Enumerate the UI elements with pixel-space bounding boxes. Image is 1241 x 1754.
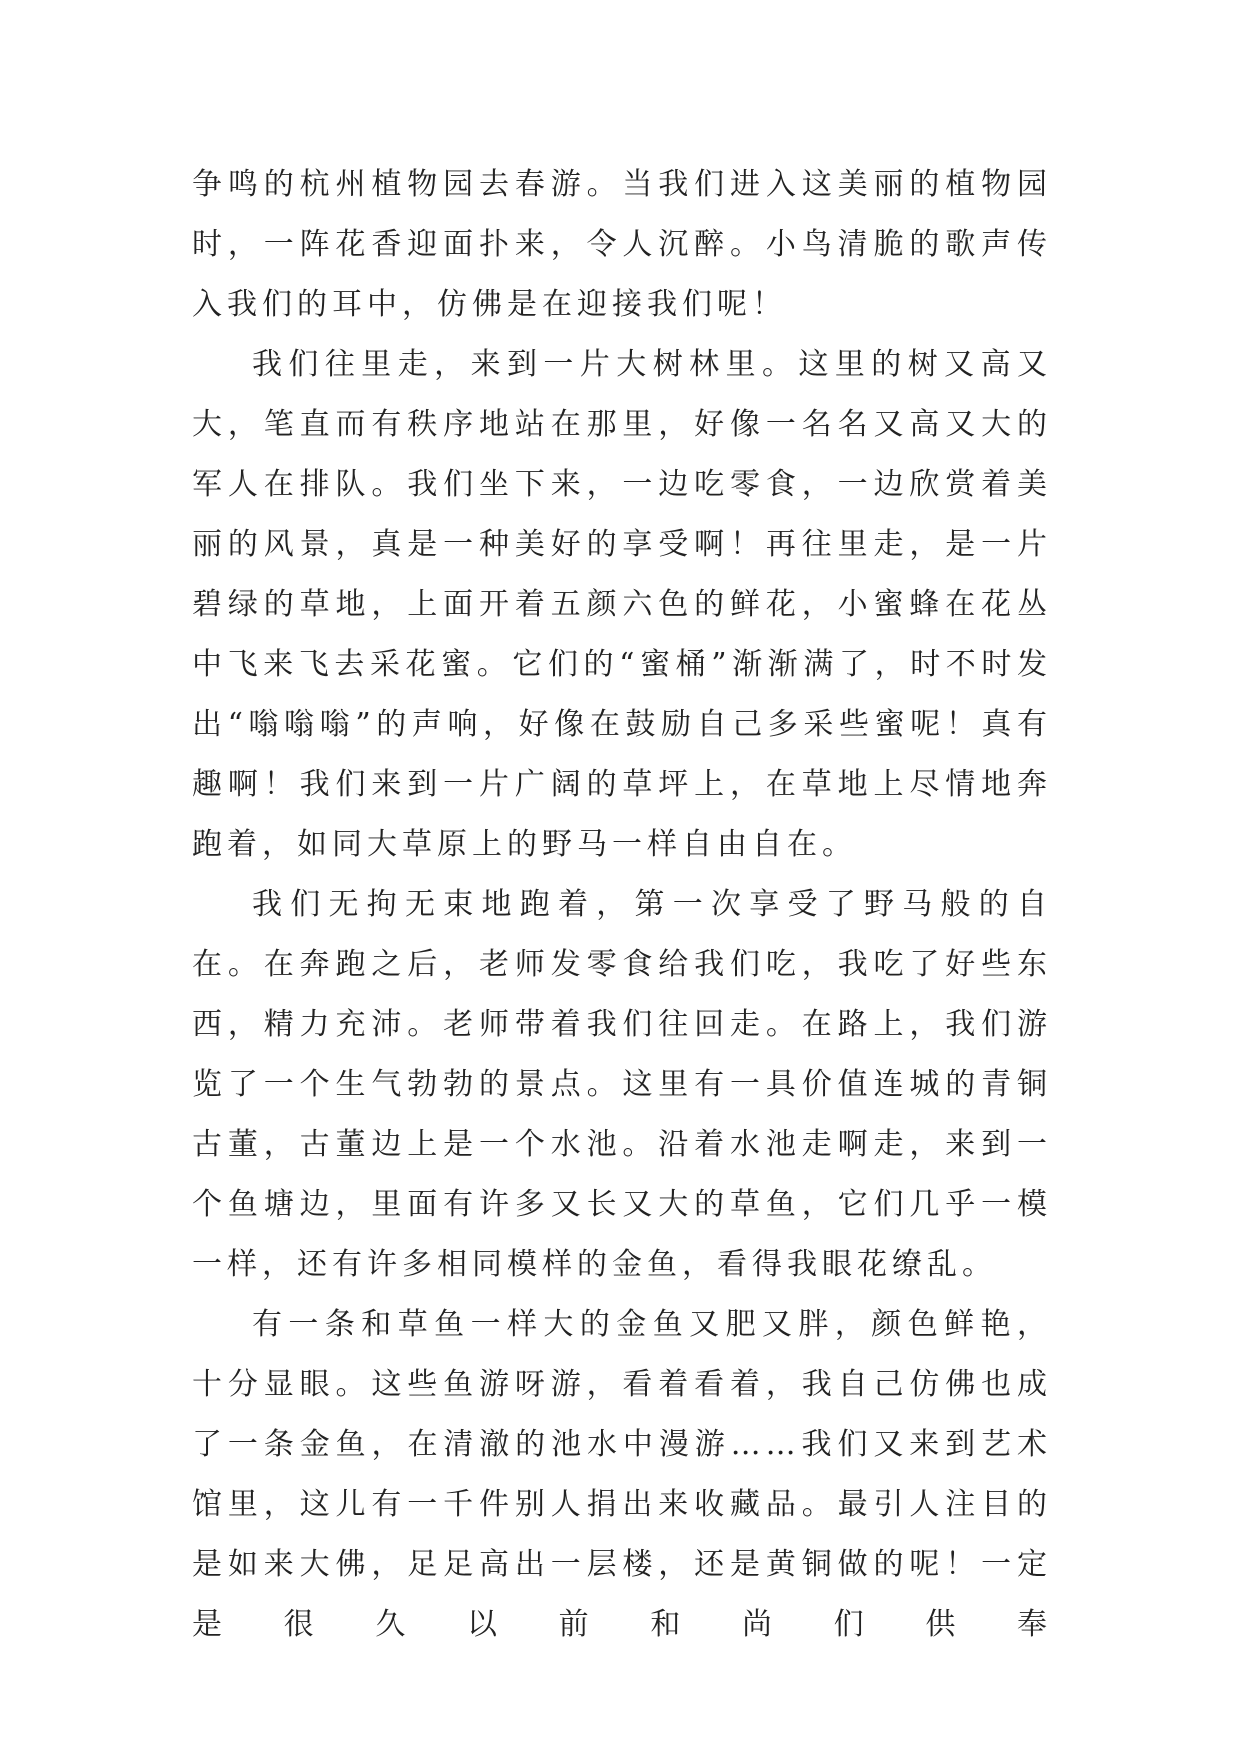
body-text bbox=[192, 155, 1052, 1655]
paragraph-continues: 有一条和草鱼一样大的金鱼又肥又胖，颜色鲜艳，十分显眼。这些鱼游呀游，看着看着，我自己仿佛也成了一条金鱼，在清澈的池水中漫游……我们又来到艺术馆里，这儿有一千件别人捐出来收藏品。最引人注目的是如来大佛，足足高出一层楼，还是黄铜做的呢！一定是很久以前和尚们供奉 bbox=[192, 1307, 1052, 1642]
paragraph: 我们无拘无束地跑着，第一次享受了野马般的自在。在奔跑之后，老师发零食给我们吃，我吃了好些东西，精力充沛。老师带着我们往回走。在路上，我们游览了一个生气勃勃的景点。这里有一具价值连城的青铜古董，古董边上是一个水池。沿着水池走啊走，来到一个鱼塘边，里面有许多又长又大的草鱼，它们几乎一模一样，还有许多相同模样的金鱼，看得我眼花缭乱。 bbox=[192, 887, 1052, 1282]
paragraph-continued: 争鸣的杭州植物园去春游。当我们进入这美丽的植物园时，一阵花香迎面扑来，令人沉醉。小鸟清脆的歌声传入我们的耳中，仿佛是在迎接我们呢！ bbox=[192, 167, 1052, 322]
paragraph: 我们往里走，来到一片大树林里。这里的树又高又大，笔直而有秩序地站在那里，好像一名名又高又大的军人在排队。我们坐下来，一边吃零食，一边欣赏着美丽的风景，真是一种美好的享受啊！再往里走，是一片碧绿的草地，上面开着五颜六色的鲜花，小蜜蜂在花丛中飞来飞去采花蜜。它们的“蜜桶”渐渐满了，时不时发出“嗡嗡嗡”的声响，好像在鼓励自己多采些蜜呢！真有趣啊！我们来到一片广阔的草坪上，在草地上尽情地奔跑着，如同大草原上的野马一样自由自在。 bbox=[192, 347, 1052, 862]
